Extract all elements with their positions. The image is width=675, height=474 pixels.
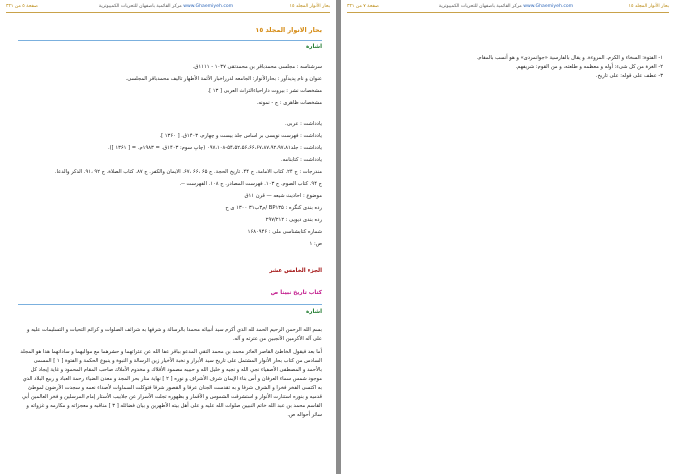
catalog-line: سرشناسه : مجلسی محمدباقر بن محمدتقی ۱۰۳۷ - ۱۱۱۱ق.	[192, 64, 322, 70]
catalog-line: موضوع : احاديث شيعه — قرن ۱۱ق	[244, 193, 322, 199]
divider	[18, 304, 322, 305]
header-center	[439, 4, 577, 9]
page-header	[6, 4, 330, 13]
catalog-line: يادداشت : عربی.	[285, 121, 322, 127]
catalog-line: ص: ۱	[309, 241, 322, 247]
paragraph: أما بعد فيقول الخاطئ القاصر العاثر محمد بن محمد التقي المدعو بباقر عفا الله عن عثراتهما و حشرهما مع مواليهما و ساداتهما هذا هو المجلد السادس من كتاب بحار الأنوار المشتمل على تاريخ سيد الأبرار و نخبة الأخيار زين الرسالة و النبوة و ينبوع الحكمة و الفتوة [ ۱ ] المسمى بالأحمد و المصطفى الأصفياء نجي الله و نجيه و خليل الله و حبيبه مصمود الأفلاك و مخدوم الأملاك صاحب المقام المحمود و غاية إيجاد كل موجود شمس سماء العرفان و أس بناء الإيمان شرف الأشراف و نوره [ ۲ ] نهاية منار بحر المجد و معدن الضياء رحمة العباد و ربيع البلاد الذي به اكتسى الفخر فخرا و الشرف شرفا و به تقدست الجنان عرفا و القصور شرفا فتوكلت السماوات لأصداء نعمه و سجدت الأرضون لموطئ قدميه و بنوره استنارت الأنوار و استشرقت الشموس و الأقمار و بظهوره تجلت الأسرار عن جلابيب الأستار إمام المرسلين و فخر العالمين أبي القاسم محمد بن عبد الله خاتم النبيين صلوات الله عليه و على أهل بيته الأطهرين و بيان فضائله [ ۳ ] مناقبه و معجزاته و مكارمه و غزواته و سائر أحواله ص.	[20, 349, 322, 418]
footnote: ۱- الفتوة: السخاء و الكرم. المروءة. و يقال بالفارسية «جوانمردی» و هو أنسب بالمقام.	[476, 55, 663, 61]
catalog-line: رده بندی ديويی : ۲۹۷/۲۱۲	[265, 217, 322, 223]
header-org: مركز القائمية باصفهان للتحريات الكمپيوترية	[98, 4, 182, 9]
paragraph: بسم الله الرحمن الرحيم الحمد لله الذي أكرم سيد أنبيائه محمدا بالرسالة و شرفها به شرائف الصلوات و كرائم التحيات و التسليمات عليه و على آله الأكرمين الأنجبين من عترته و آله.	[27, 327, 322, 342]
catalog-line: مندرجات : ج ۲۴. کتاب الامامة. ج ۴۴. تاريخ الحجة. ج ۶۵ ،۶۶ ،۶۷. الايمان والكفر. ج ۸۷. كتاب الصلاة. ج ۹۲ ،۹۱. الذكر والدعا.	[54, 169, 322, 175]
header-volume-title: بحار الأنوار المجلد ١٥	[628, 4, 669, 9]
header-site-link[interactable]: www.Ghaemiyeh.com	[523, 4, 574, 9]
section-heading: اشارة	[305, 44, 322, 50]
book-title: بحار الانوار المجلد ١٥	[255, 26, 322, 34]
footnotes	[353, 54, 663, 81]
header-center	[99, 4, 237, 9]
document-page-right	[341, 0, 675, 474]
divider	[18, 40, 322, 41]
catalog-line: ج ۹۴. کتاب الصوم. ج ۱۰۳. فهرست المصادر. ج ۱۰۸. الفهرست --.	[179, 181, 322, 187]
body-text	[18, 326, 322, 420]
header-page-number: صفحة ٧ من ٣٢١	[347, 4, 379, 9]
footnote: ۲- الغرة من كل شیء: أوله و معظمه و طلعته، و من القوم: شريفهم.	[515, 64, 663, 70]
document-page-left	[0, 0, 336, 474]
catalog-line: يادداشت : کتابنامه.	[281, 157, 322, 163]
section-heading-2: اشارة	[305, 309, 322, 315]
footnote: ۳- عطف على قوله: على تاريخ.	[595, 73, 663, 79]
catalog-line: عنوان و نام پديدآور : بحارالأنوار: الجامعه لدرراخبار الأئمة الأطهار تاليف محمدباقر المجلسی.	[125, 76, 322, 82]
catalog-line: مشخصات ظاهری : ج - نمونه.	[256, 100, 322, 106]
header-org: مركز القائمية باصفهان للتحريات الكمپيوترية	[438, 4, 522, 9]
catalog-block	[18, 63, 322, 249]
header-page-number: صفحة ٥ من ٣٢١	[6, 4, 38, 9]
catalog-line: مشخصات نشر : بيروت داراحياءالتراث العربی [ ۱۳ ].	[207, 88, 322, 94]
part-heading: الجزء الخامس عشر	[269, 268, 322, 274]
header-volume-title: بحار الأنوار المجلد ١٥	[289, 4, 330, 9]
book-heading: كتاب تاريخ نبينا ص	[270, 290, 322, 296]
catalog-line: يادداشت : فهرست نويسی بر اساس جلد بيست و چهارم، ۱۴۰۳ق. [ ۱۳۶۰ ].	[159, 133, 322, 139]
catalog-line: شماره کتابشناسی ملی : ۱۶۸۰۹۴۶	[247, 229, 322, 235]
catalog-line: رده بندی کنگره : BP۱۳۵ /م۳ب۳۱ ۱۳۰۰ ی ح	[225, 205, 322, 211]
catalog-line: يادداشت : جلد۵۴،۵۲،۵۶،۶۶،۶۷،۸۷،۹۲،۹۷،۸۱-۰۹۷،۱۰۸ (چاپ سوم: ۱۴۰۳ق. = ۱۹۸۳م. = [ ۱۳۶۱ ]).	[107, 145, 322, 151]
header-site-link[interactable]: www.Ghaemiyeh.com	[183, 4, 234, 9]
page-header	[347, 4, 669, 13]
